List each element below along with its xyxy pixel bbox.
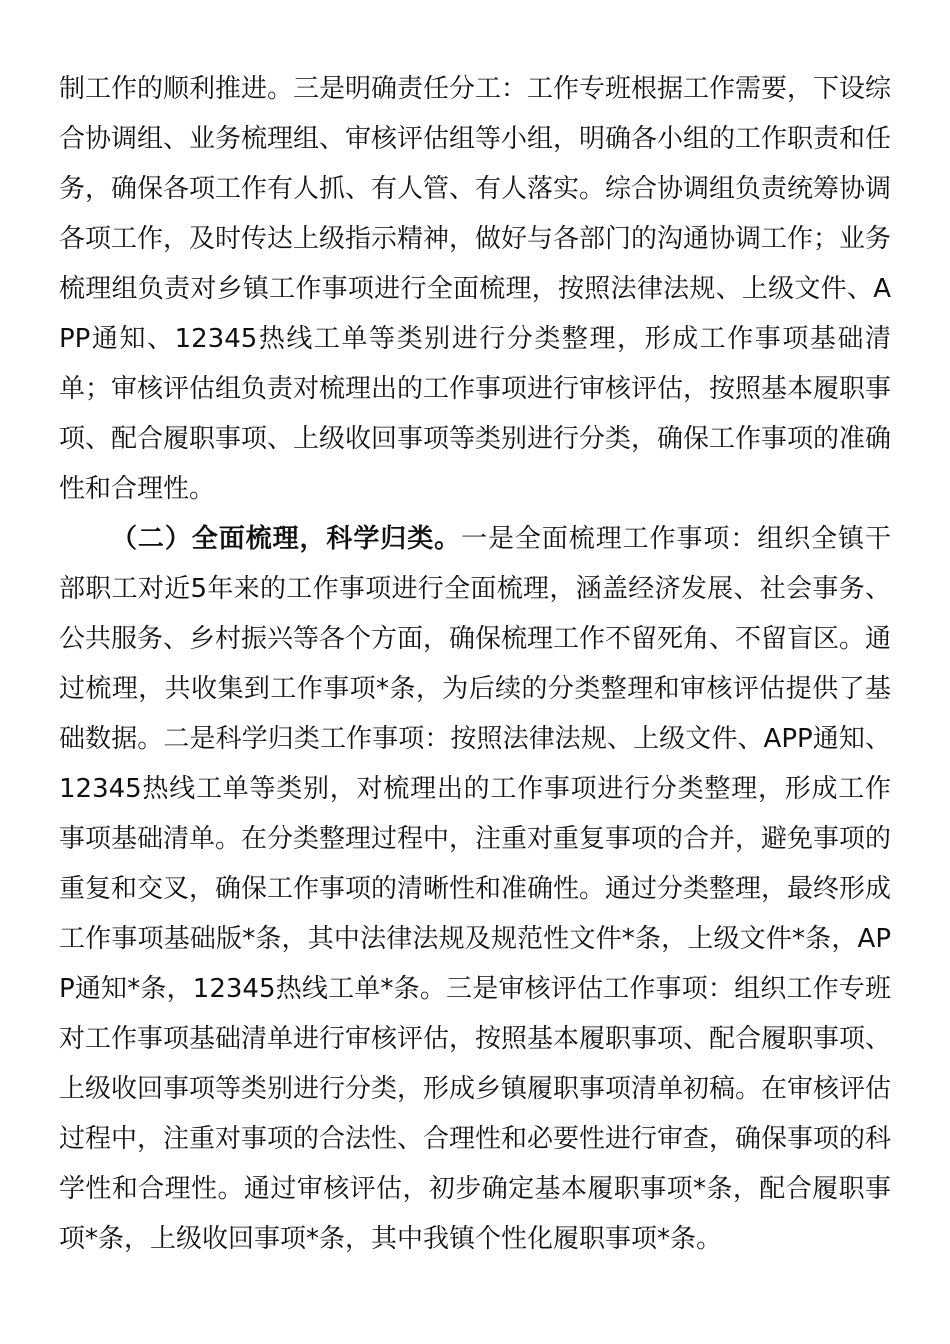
paragraph-1-text: 制工作的顺利推进。三是明确责任分工：工作专班根据工作需要，下设综合协调组、业务梳理组、审核评估组等小组，明确各小组的工作职责和任务，确保各项工作有人抓、有人管、有人落实。综合协调组负责统筹协调各项工作，及时传达上级指示精神，做好与各部门的沟通协调工作；业务梳理组负责对乡镇工作事项进行全面梳理，按照法律法规、上级文件、APP通知、12345热线工单等类别进行分类整理，形成工作事项基础清单；审核评估组负责对梳理出的工作事项进行审核评估，按照基本履职事项、配合履职事项、上级收回事项等类别进行分类，确保工作事项的准确性和合理性。 [59, 74, 892, 504]
paragraph-2-text: 一是全面梳理工作事项：组织全镇干部职工对近5年来的工作事项进行全面梳理，涵盖经济发展、社会事务、公共服务、乡村振兴等各个方面，确保梳理工作不留死角、不留盲区。通过梳理，共收集到工作事项*条，为后续的分类整理和审核评估提供了基础数据。二是科学归类工作事项：按照法律法规、上级文件、APP通知、12345热线工单等类别，对梳理出的工作事项进行分类整理，形成工作事项基础清单。在分类整理过程中，注重对重复事项的合并，避免事项的重复和交叉，确保工作事项的清晰性和准确性。通过分类整理，最终形成工作事项基础版*条，其中法律法规及规范性文件*条，上级文件*条，APP通知*条，12345热线工单*条。三是审核评估工作事项：组织工作专班对工作事项基础清单进行审核评估，按照基本履职事项、配合履职事项、上级收回事项等类别进行分类，形成乡镇履职事项清单初稿。在审核评估过程中，注重对事项的合法性、合理性和必要性进行审查，确保事项的科学性和合理性。通过审核评估，初步确定基本履职事项*条，配合履职事项*条，上级收回事项*条，其中我镇个性化履职事项*条。 [59, 524, 892, 1254]
body-paragraph-2 [59, 514, 891, 1264]
body-paragraph-1 [59, 64, 891, 514]
section-heading: （二）全面梳理，科学归类。 [111, 524, 462, 554]
